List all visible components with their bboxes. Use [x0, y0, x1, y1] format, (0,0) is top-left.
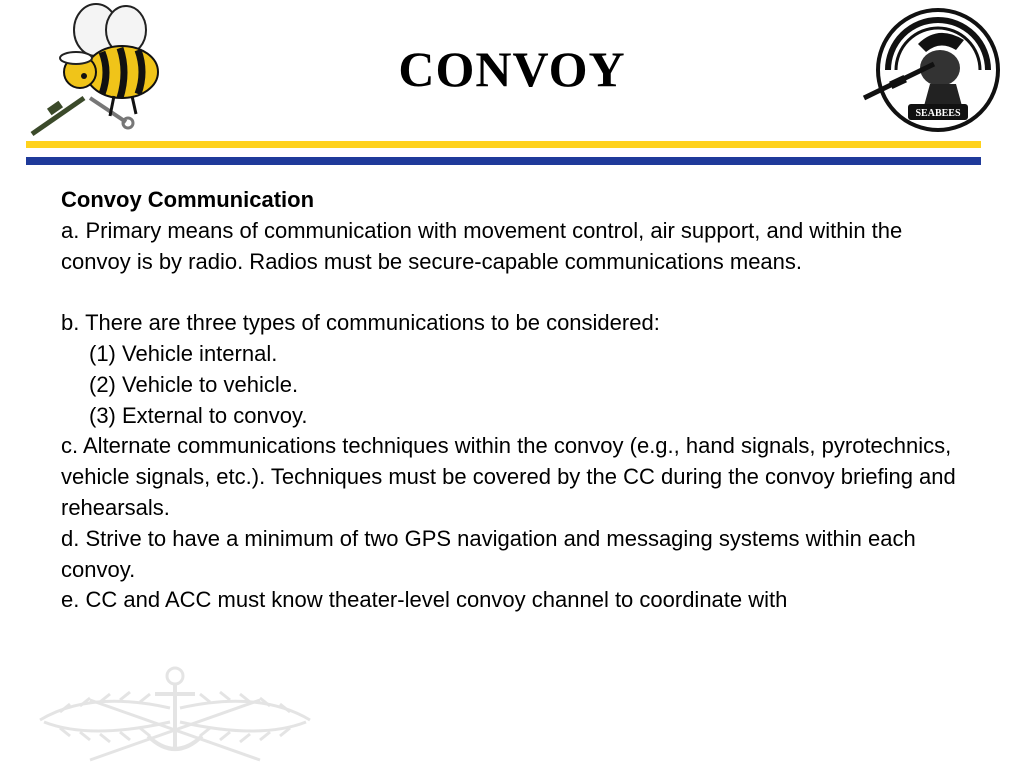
slide-body [61, 185, 961, 616]
list-item: (3) External to convoy. [89, 402, 308, 428]
seabees-emblem-icon [860, 6, 1002, 136]
gold-divider [26, 141, 981, 148]
paragraph-c: c. Alternate communications techniques within the convoy (e.g., hand signals, pyrotechnics, vehicle signals, etc.). Techniques must be covered by the CC during the convoy briefing and rehearsals. [61, 433, 956, 520]
paragraph-spacer [61, 277, 961, 308]
list-item: (2) Vehicle to vehicle. [89, 371, 299, 397]
navy-divider [26, 157, 981, 165]
paragraph-e: e. CC and ACC must know theater-level convoy channel to coordinate with [61, 587, 788, 613]
list-item: (1) Vehicle internal. [89, 340, 278, 366]
paragraph-d: d. Strive to have a minimum of two GPS navigation and messaging systems within each convoy. [61, 525, 916, 582]
seabees-banner-text: SEABEES [915, 108, 961, 119]
section-heading: Convoy Communication [61, 187, 315, 212]
seabee-combat-warfare-insignia-icon [30, 660, 320, 765]
paragraph-a: a. Primary means of communication with movement control, air support, and within the convoy is by radio. Radios must be secure-capable communications means. [61, 217, 903, 274]
paragraph-b: b. There are three types of communications to be considered: [61, 310, 660, 336]
slide-title: CONVOY [398, 41, 626, 97]
